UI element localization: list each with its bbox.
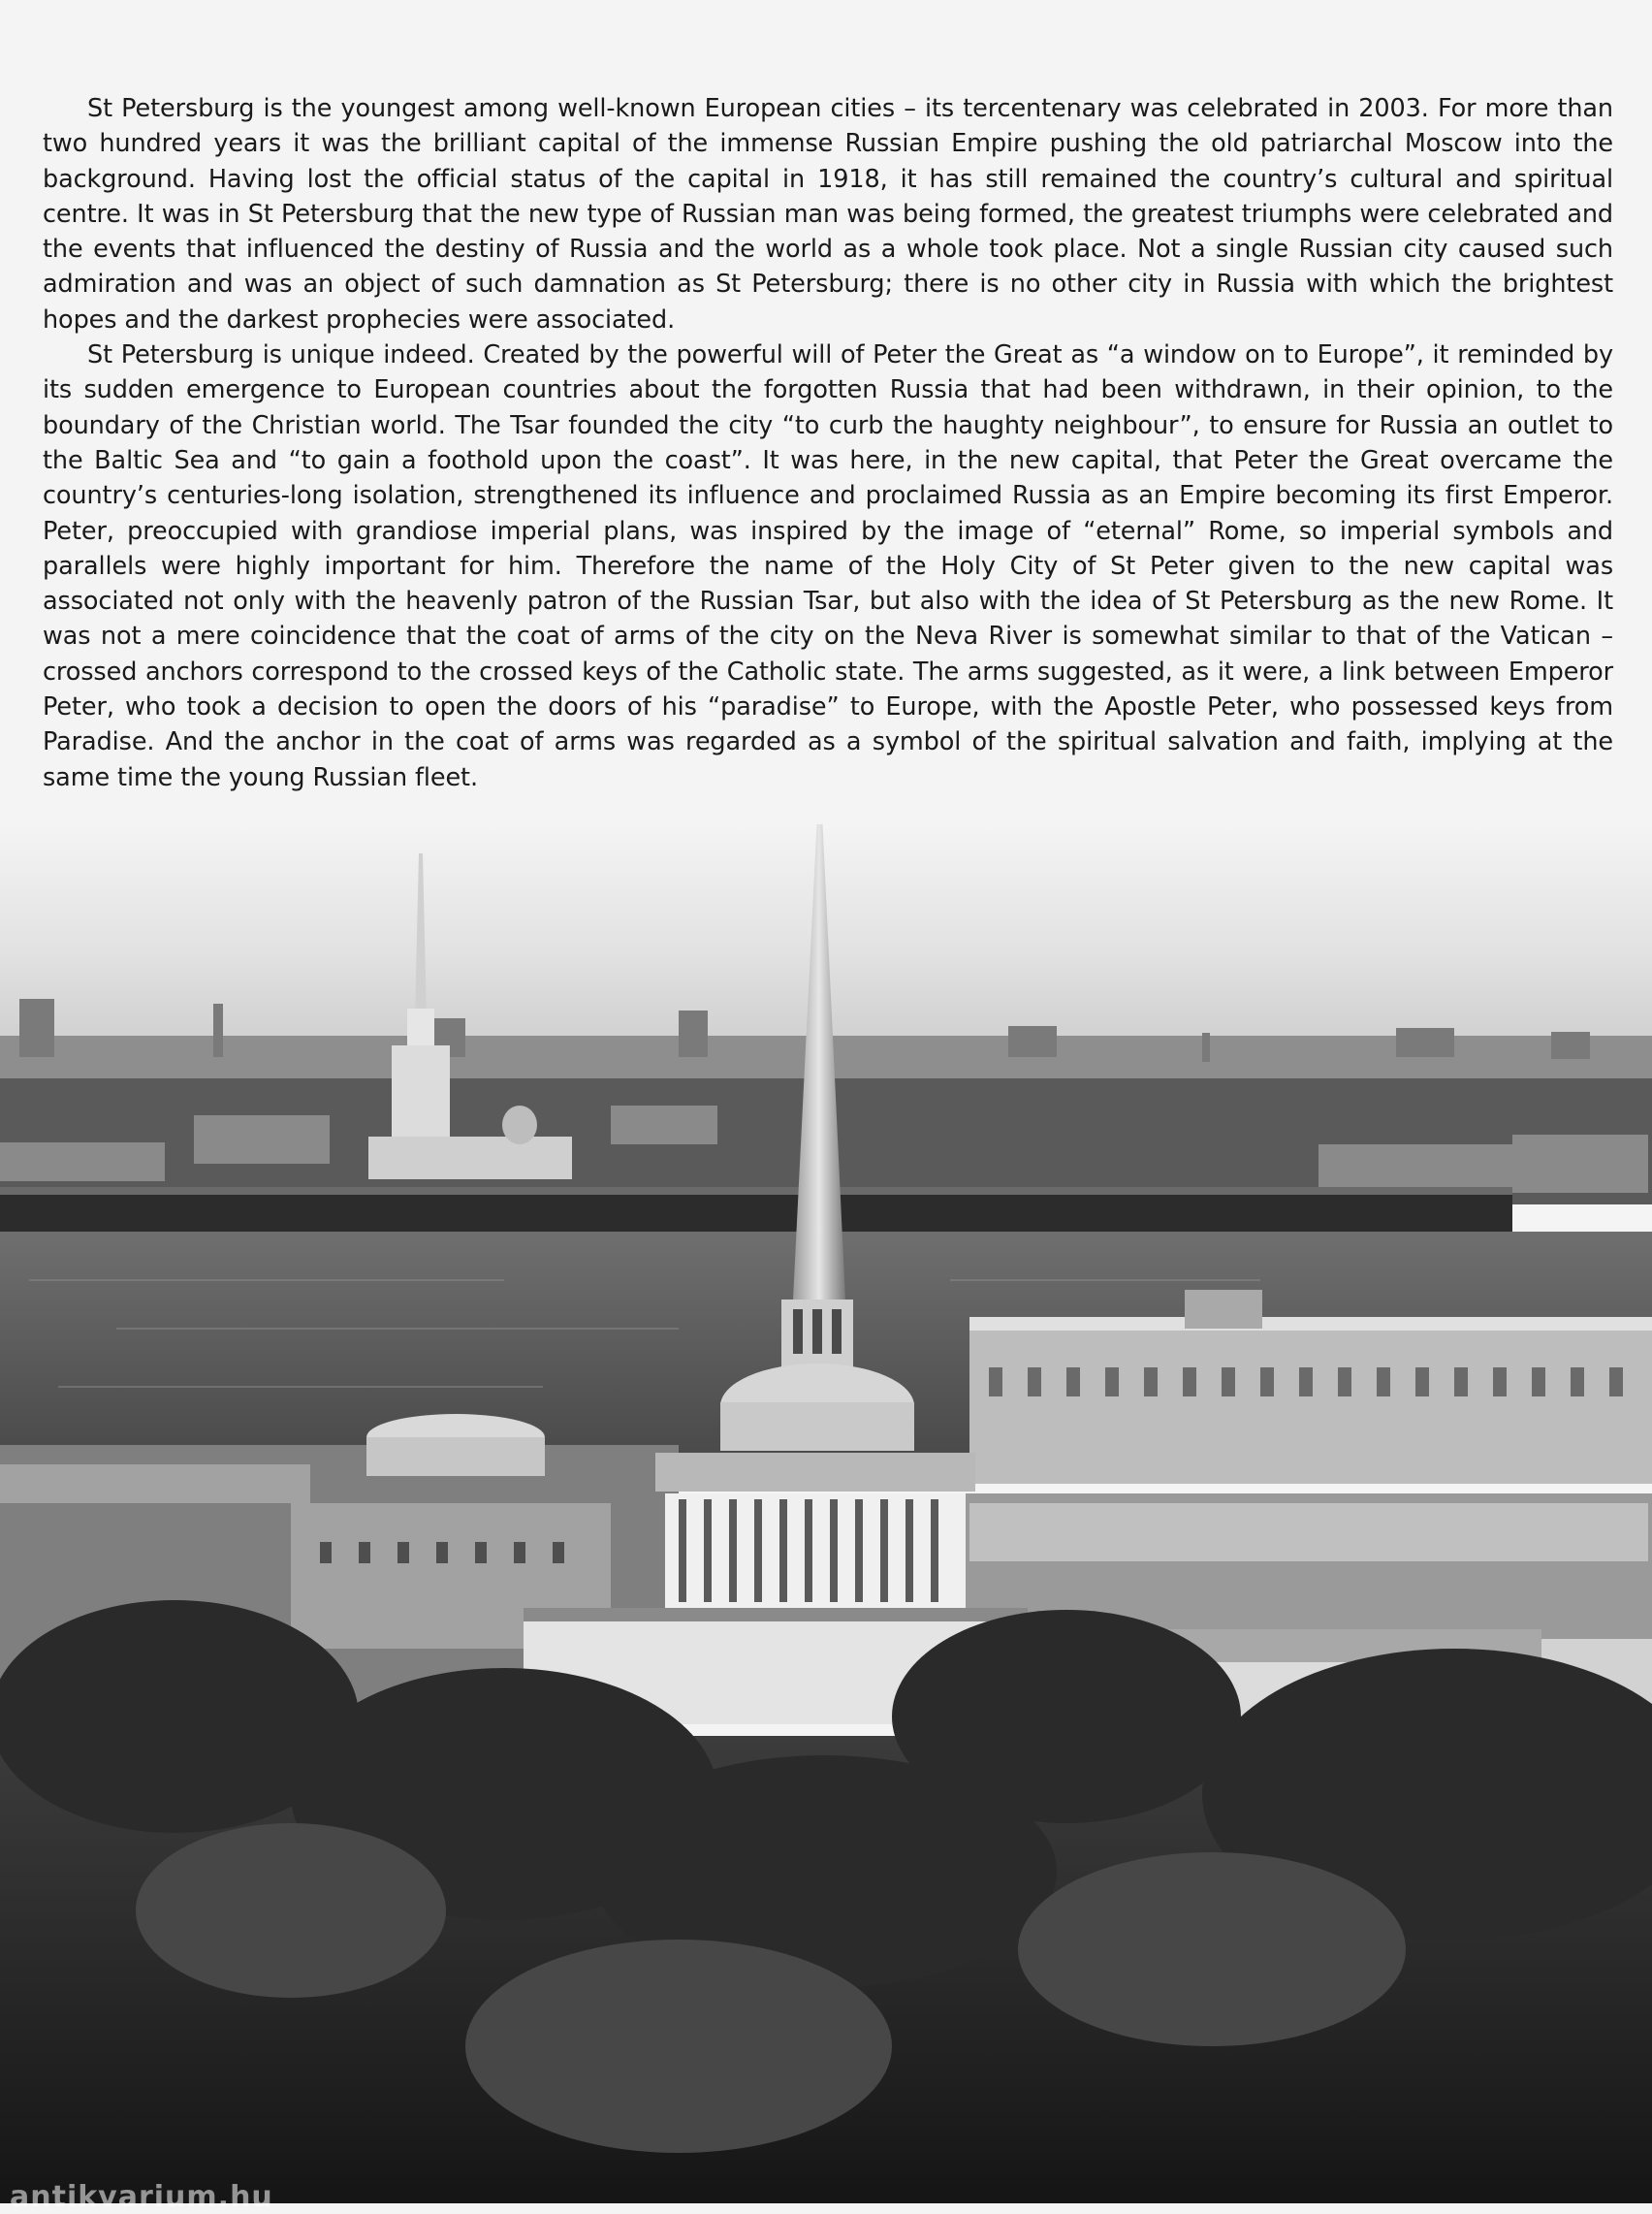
winter-palace: [969, 1290, 1652, 1484]
article-text: [43, 91, 1613, 795]
paragraph-intro: St Petersburg is the youngest among well-known European cities – its tercentenary was celebrated in 2003. For more than two hundred years it was the brilliant capital of the immense Russian Empire pushing the old patriarchal Moscow into the background. Having lost the official status of the capital in 1918, it has still remained the country’s cultural and spiritual centre. It was in St Petersburg that the new type of Russian man was being formed, the greatest triumphs were celebrated and the events that influenced the destiny of Russia and the world as a whole took place. Not a single Russian city caused such admiration and was an object of such damnation as St Petersburg; there is no other city in Russia with which the brightest hopes and the darkest prophecies were associated.: [43, 94, 1613, 335]
watermark-text: antikvarium.hu: [10, 2180, 273, 2214]
city-panorama-photo: [0, 824, 1652, 2203]
paragraph-unique: St Petersburg is unique indeed. Created by the powerful will of Peter the Great as “a window on to Europe”, it reminded by its sudden emergence to European countries about the forgotten Russia that had been withdrawn, in their opinion, to the boundary of the Christian world. The Tsar founded the city “to curb the haughty neighbour”, to ensure for Russia an outlet to the Baltic Sea and “to gain a foothold upon the coast”. It was here, in the new capital, that Peter the Great overcame the country’s centuries-long isolation, strengthened its influence and proclaimed Russia as an Empire becoming its first Emperor. Peter, preoccupied with grandiose imperial plans, was inspired by the image of “eternal” Rome, so imperial symbols and parallels were highly important for him. Therefore the name of the Holy City of St Peter given to the new capital was associated not only with the heavenly patron of the Russian Tsar, but also with the idea of St Petersburg as the new Rome. It was not a mere coincidence that the coat of arms of the city on the Neva River is somewhat similar to that of the Vatican – crossed anchors correspond to the crossed keys of the Catholic state. The arms suggested, as it were, a link between Emperor Peter, who took a decision to open the doors of his “paradise” to Europe, with the Apostle Peter, who possessed keys from Paradise. And the anchor in the coat of arms was regarded as a symbol of the spiritual salvation and faith, implying at the same time the young Russian fleet.: [43, 340, 1613, 792]
